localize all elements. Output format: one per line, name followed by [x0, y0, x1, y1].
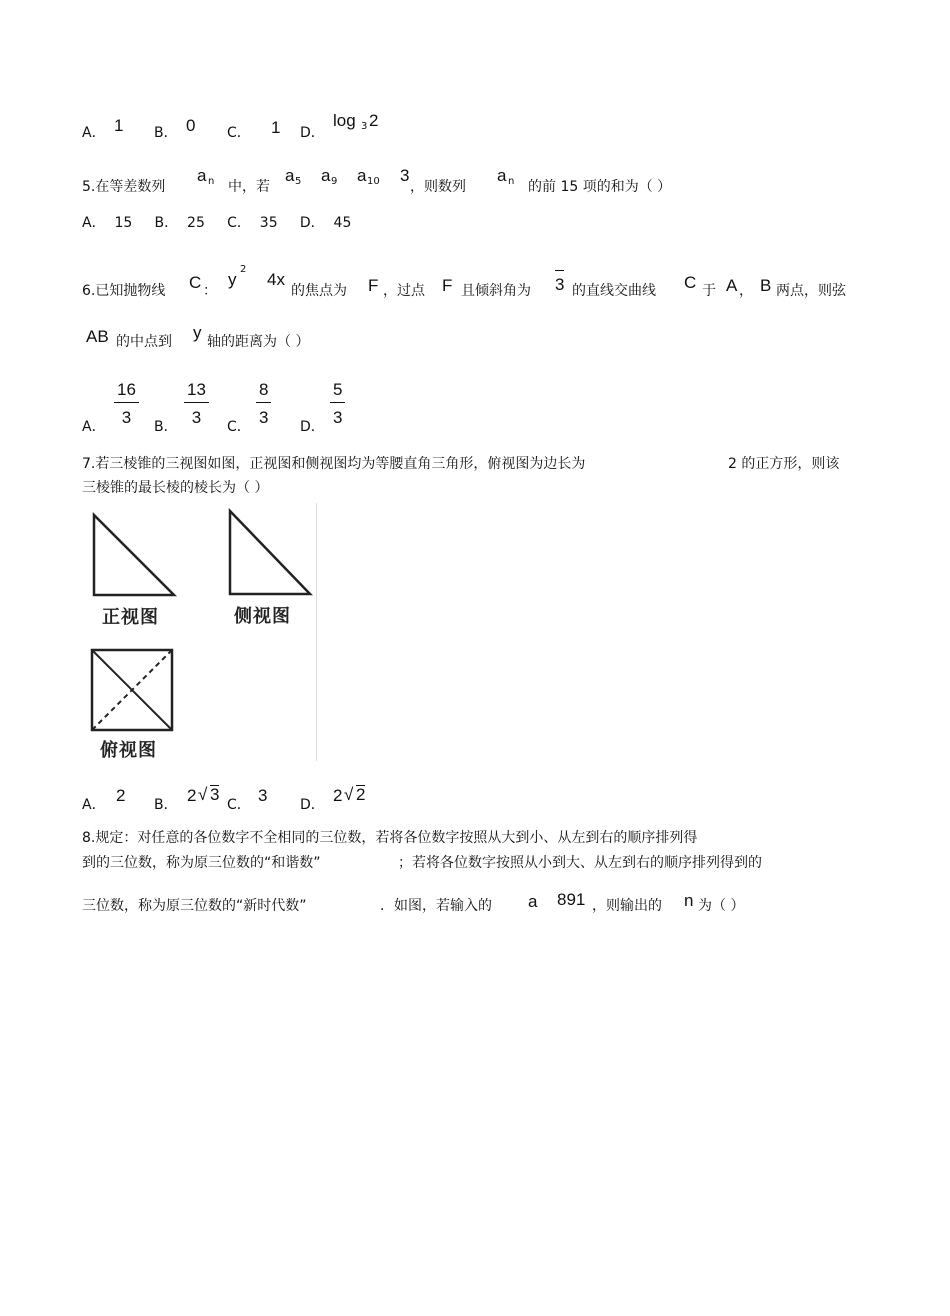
front-view-caption: 正视图: [102, 607, 159, 628]
q7-line2: 三棱锥的最长棱的棱长为（ ）: [82, 480, 269, 496]
q5-a10-sub: 10: [367, 176, 380, 187]
q6-mid4: 的直线交曲线: [572, 283, 656, 299]
q6-option-a-fraction: [114, 381, 139, 426]
q7-option-c-label: C．: [227, 797, 251, 813]
q6-option-d-label: D．: [300, 419, 325, 435]
q4-option-d-base: 3: [361, 121, 368, 132]
q8-a: a: [528, 892, 538, 911]
q8-line3b: ．如图，若输入的: [380, 898, 492, 914]
q7-option-d-radicand: 2: [356, 785, 366, 804]
q6-comma: ，: [739, 283, 753, 299]
q6-mid5: 于: [702, 283, 716, 299]
q7-option-d-label: D．: [300, 797, 325, 813]
q4-option-a-value: 1: [114, 116, 124, 135]
q6-mid6: 两点，则弦: [776, 283, 846, 299]
q5-an2-sub: n: [508, 176, 515, 187]
side-view-caption: 侧视图: [234, 606, 291, 627]
q8-line2b: ；若将各位数字按照从小到大、从左到右的顺序排列得到的: [398, 855, 762, 871]
q6-option-c-label: C．: [227, 419, 251, 435]
q6-y: y: [228, 270, 237, 289]
q4-option-c-value: 1: [271, 118, 281, 137]
q6-mid2: ，过点: [383, 283, 425, 299]
top-view-caption: 俯视图: [100, 740, 157, 761]
q8-value: 891: [557, 890, 586, 909]
q5-an: a: [197, 166, 207, 185]
q7-option-b-sqrt-sign: √: [198, 785, 208, 804]
q6-A: A: [726, 276, 738, 295]
q5-a5-sub: 5: [295, 176, 302, 187]
q6-option-c-fraction: [256, 381, 271, 426]
q7-option-b-radicand: 3: [210, 785, 220, 804]
front-view-triangle: [82, 503, 316, 761]
q6-F: F: [368, 276, 379, 295]
q6-c-denominator: 3: [259, 408, 269, 427]
q6-a-numerator: 16: [114, 381, 139, 403]
q5-an2: a: [497, 166, 507, 185]
q7-option-b-coef: 2: [187, 786, 197, 805]
q7-line1a: 7.若三棱锥的三视图如图，正视图和侧视图均为等腰直角三角形，俯视图为边长为: [82, 456, 586, 472]
q6-option-b-fraction: [184, 381, 209, 426]
q6-option-d-fraction: [330, 381, 345, 426]
q6-prefix: 6.已知抛物线: [82, 283, 166, 299]
q8-n: n: [684, 891, 694, 910]
q6-mid1: 的焦点为: [291, 283, 347, 299]
q4-option-d-log: log: [333, 111, 356, 130]
q8-line2a: 到的三位数，称为原三位数的“和谐数”: [82, 855, 321, 871]
q6-option-a-label: A．: [82, 419, 106, 435]
q6-b-numerator: 13: [184, 381, 209, 403]
q5-three: 3: [400, 166, 410, 185]
q5-a10: a: [357, 166, 367, 185]
q5-a9-sub: 9: [331, 176, 338, 187]
q5-prefix: 5.在等差数列: [82, 179, 166, 195]
q4-option-d-arg: 2: [369, 111, 379, 130]
q7-option-b-label: B．: [154, 797, 178, 813]
q6-AB: AB: [86, 327, 109, 346]
q7-option-c-value: 3: [258, 786, 268, 805]
q6-suffix: 轴的距离为（ ）: [207, 334, 310, 350]
q7-option-a-label: A．: [82, 797, 106, 813]
q4-option-c-label: C．: [227, 125, 251, 141]
q6-b-denominator: 3: [191, 408, 202, 427]
q6-d-numerator: 5: [330, 381, 345, 403]
q6-F2: F: [442, 276, 453, 295]
q6-option-b-label: B．: [154, 419, 178, 435]
three-view-figure: [82, 503, 317, 761]
q5-suffix: 的前 15 项的和为（ ）: [528, 179, 672, 195]
q8-line3c: ，则输出的: [592, 898, 662, 914]
q8-line3d: 为（ ）: [698, 898, 745, 914]
q6-y-axis: y: [193, 323, 202, 342]
q5-mid2: ，则数列: [410, 179, 466, 195]
q5-a5: a: [285, 166, 295, 185]
q4-option-a-label: A．: [82, 125, 106, 141]
q6-C2: C: [684, 273, 697, 292]
q6-B: B: [760, 276, 772, 295]
q5-mid1: 中，若: [228, 179, 270, 195]
q4-option-b-value: 0: [186, 116, 196, 135]
q4-option-d-label: D．: [300, 125, 325, 141]
q6-c-numerator: 8: [256, 381, 271, 403]
q6-a-denominator: 3: [121, 408, 132, 427]
q6-d-denominator: 3: [333, 408, 343, 427]
q5-an-sub: n: [208, 176, 215, 187]
q6-4x: 4x: [267, 270, 285, 289]
q8-line1: 8.规定：对任意的各位数字不全相同的三位数，若将各位数字按照从大到小、从左到右的顺序排列得: [82, 830, 698, 846]
q6-mid7: 的中点到: [116, 334, 172, 350]
q7-option-a-value: 2: [116, 786, 126, 805]
q6-colon: ：: [203, 283, 217, 299]
q6-angle-value: 3: [555, 270, 564, 295]
q6-C: C: [189, 273, 202, 292]
q6-mid3: 且倾斜角为: [461, 283, 531, 299]
q4-option-b-label: B．: [154, 125, 178, 141]
q7-line1b: 2 的正方形，则该: [728, 456, 840, 472]
q5-a9: a: [321, 166, 331, 185]
q7-option-d-sqrt-sign: √: [344, 785, 354, 804]
q6-exp: 2: [240, 264, 247, 275]
q5-options: A． 15 B． 25 C． 35 D． 45: [82, 215, 352, 231]
q8-line3a: 三位数，称为原三位数的“新时代数”: [82, 898, 307, 914]
q7-option-d-coef: 2: [333, 786, 343, 805]
